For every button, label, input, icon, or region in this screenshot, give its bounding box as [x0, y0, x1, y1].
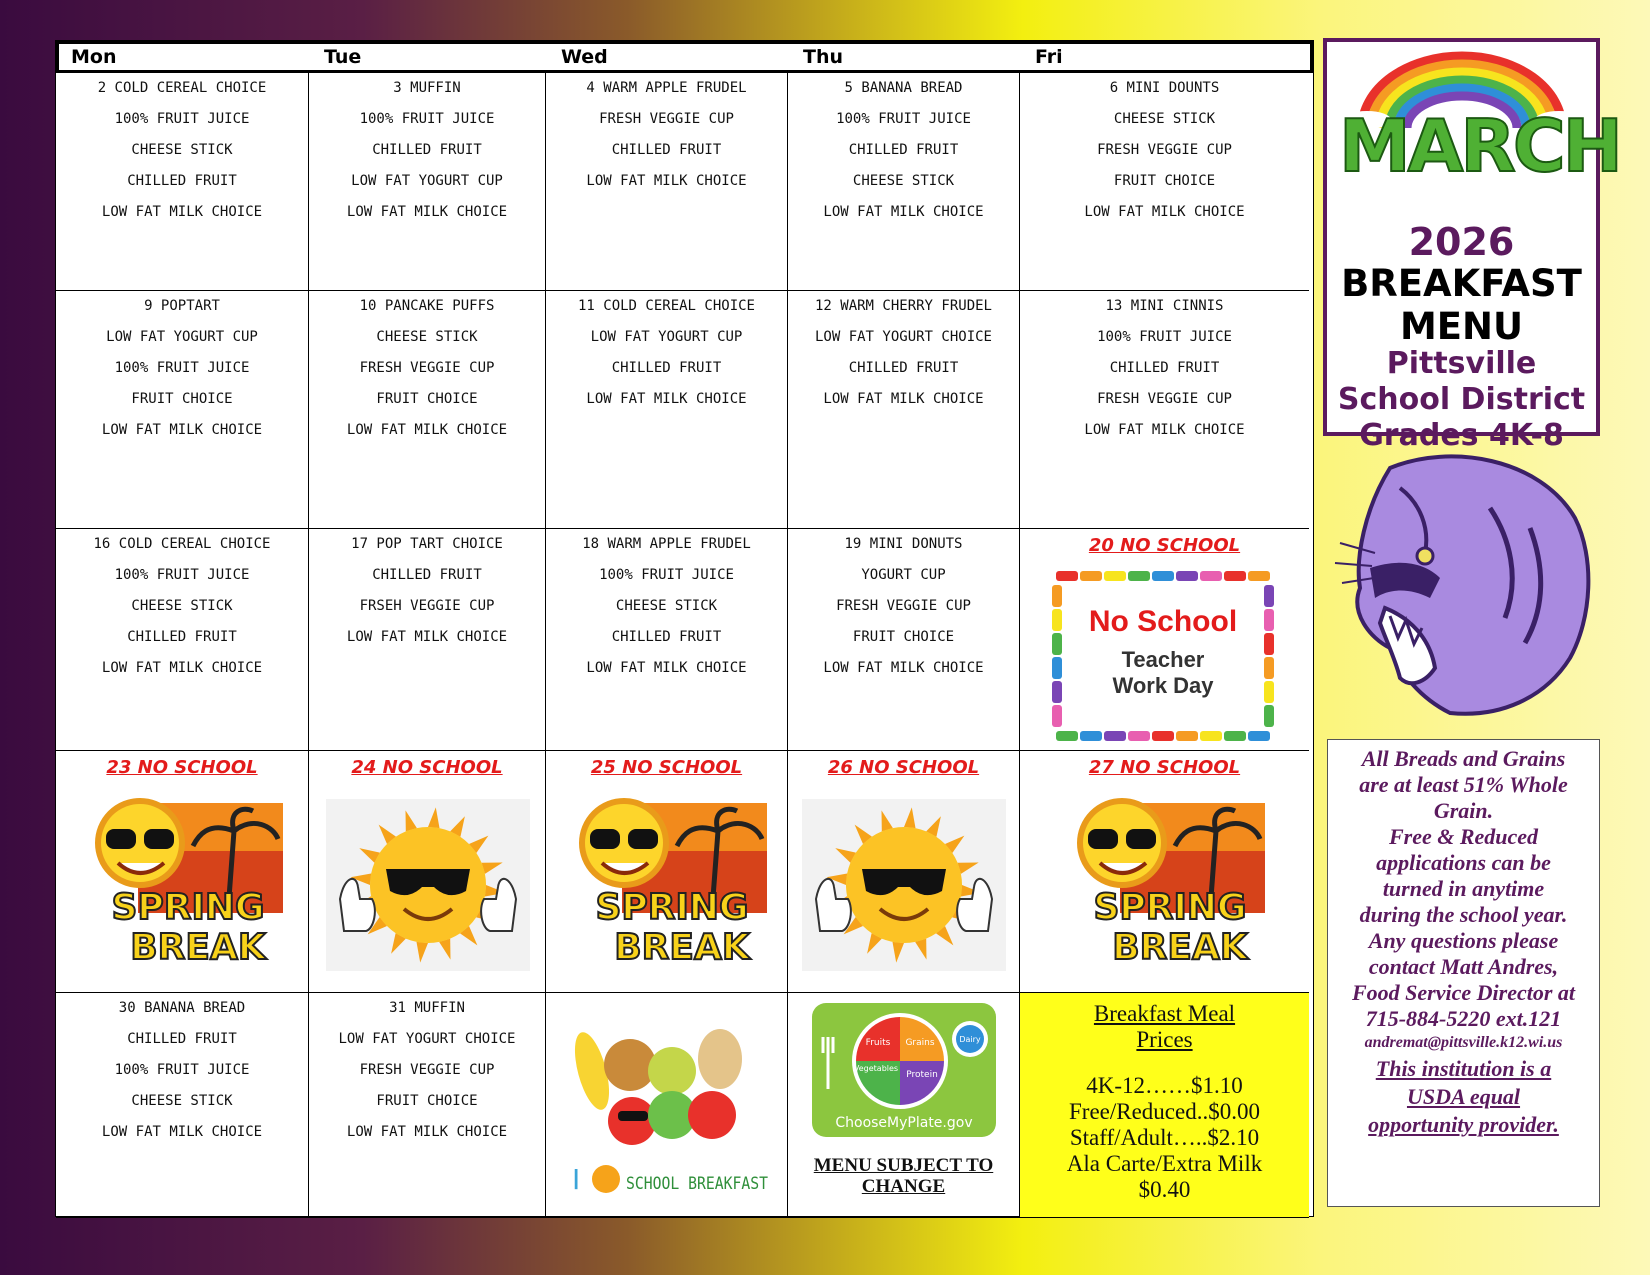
day-number-item: 3 MUFFIN — [393, 80, 461, 96]
school-breakfast-text: SCHOOL BREAKFAST — [626, 1174, 768, 1194]
price-line: Ala Carte/Extra Milk — [1066, 1151, 1263, 1176]
school-breakfast-art — [562, 1011, 772, 1201]
menu-item: LOW FAT MILK CHOICE — [586, 391, 747, 407]
info-line: All Breads and Grains — [1361, 746, 1566, 771]
info-line: contact Matt Andres, — [1368, 954, 1559, 979]
day-number-item: 9 POPTART — [144, 298, 220, 314]
menu-item: LOW FAT MILK CHOICE — [101, 204, 263, 220]
spring-break-art — [78, 791, 288, 966]
day-number-item: 17 POP TART CHOICE — [351, 536, 503, 552]
menu-item: CHILLED FRUIT — [611, 629, 722, 645]
grains-label: Grains — [905, 1038, 935, 1048]
menu-item: CHILLED FRUIT — [372, 142, 482, 158]
info-line: applications can be — [1376, 850, 1551, 875]
menu-item: FRESH VEGGIE CUP — [359, 360, 495, 376]
day-cell — [546, 73, 788, 291]
price-line: Staff/Adult…..$2.10 — [1069, 1125, 1260, 1150]
price-line: $0.40 — [1138, 1177, 1191, 1202]
spring-break-art — [562, 791, 772, 966]
day-cell — [56, 751, 309, 993]
header-tue: Tue — [324, 46, 362, 68]
price-line: 4K-12……$1.10 — [1086, 1073, 1243, 1098]
thumbs-up-sun-art — [802, 799, 1006, 971]
day-cell — [788, 291, 1020, 529]
menu-item: CHILLED FRUIT — [1109, 360, 1220, 376]
menu-item: CHILLED FRUIT — [611, 360, 722, 376]
menu-item: LOW FAT YOGURT CHOICE — [338, 1031, 516, 1047]
usda-line-1: This institution is a — [1375, 1056, 1552, 1081]
menu-item: LOW FAT MILK CHOICE — [346, 629, 508, 645]
day-cell — [56, 291, 309, 529]
info-box — [1327, 739, 1600, 1207]
menu-title-line2: MENU — [1399, 305, 1524, 348]
menu-item: 100% FRUIT JUICE — [836, 111, 971, 127]
menu-item: FRSEH VEGGIE CUP — [359, 598, 495, 614]
menu-item: LOW FAT MILK CHOICE — [823, 391, 984, 407]
menu-item: LOW FAT MILK CHOICE — [823, 204, 984, 220]
info-line: are at least 51% Whole — [1359, 772, 1568, 797]
menu-item: FRUIT CHOICE — [852, 629, 955, 645]
menu-item: 100% FRUIT JUICE — [114, 111, 250, 127]
menu-item: CHILLED FRUIT — [372, 567, 482, 583]
menu-item: FRUIT CHOICE — [131, 391, 233, 407]
day-cell — [1020, 291, 1309, 529]
menu-subject-line: CHANGE — [861, 1176, 946, 1197]
menu-item: CHEESE STICK — [1113, 111, 1216, 127]
day-number-item: 18 WARM APPLE FRUDEL — [582, 536, 751, 552]
usda-line-2: USDA equal — [1406, 1084, 1521, 1109]
day-number-item: 31 MUFFIN — [389, 1000, 465, 1016]
menu-item: CHEESE STICK — [131, 142, 233, 158]
day-cell — [788, 73, 1020, 291]
header-mon: Mon — [71, 46, 117, 68]
menu-item: FRESH VEGGIE CUP — [1097, 142, 1232, 158]
menu-item: LOW FAT YOGURT CUP — [106, 329, 258, 345]
day-cell — [309, 529, 546, 751]
contact-email[interactable]: andremat@pittsville.k12.wi.us — [1364, 1034, 1563, 1051]
menu-item: CHILLED FRUIT — [127, 173, 237, 189]
menu-item: LOW FAT MILK CHOICE — [101, 660, 263, 676]
menu-item: LOW FAT MILK CHOICE — [586, 660, 747, 676]
menu-title-line1: BREAKFAST — [1341, 262, 1582, 305]
day-cell — [788, 751, 1020, 993]
menu-item: FRESH VEGGIE CUP — [359, 1062, 495, 1078]
menu-item: LOW FAT YOGURT CUP — [351, 173, 503, 189]
header-fri: Fri — [1035, 46, 1063, 68]
menu-item: FRUIT CHOICE — [1113, 173, 1216, 189]
menu-calendar — [55, 40, 1314, 1217]
weekday-header — [56, 41, 1313, 73]
no-school-label: 20 NO SCHOOL — [1088, 535, 1241, 556]
menu-item: LOW FAT MILK CHOICE — [101, 1124, 263, 1140]
break-text: BREAK — [1111, 927, 1248, 968]
menu-title-box — [1323, 38, 1620, 453]
day-number-item: 19 MINI DONUTS — [844, 536, 963, 552]
day-cell — [1020, 73, 1309, 291]
menu-title — [1327, 262, 1596, 348]
thumbs-up-sun-art — [326, 799, 530, 971]
day-cell — [1020, 529, 1309, 751]
menu-item: CHEESE STICK — [852, 173, 955, 189]
menu-item: FRUIT CHOICE — [376, 1093, 478, 1109]
district-line1: Pittsville — [1386, 346, 1537, 381]
menu-item: LOW FAT MILK CHOICE — [586, 173, 747, 189]
day-cell — [309, 751, 546, 993]
menu-item: 100% FRUIT JUICE — [359, 111, 495, 127]
menu-item: FRESH VEGGIE CUP — [836, 598, 971, 614]
myplate-logo-icon — [812, 1003, 996, 1137]
day-number-item: 12 WARM CHERRY FRUDEL — [814, 298, 992, 314]
menu-item: LOW FAT YOGURT CUP — [590, 329, 743, 345]
header-thu: Thu — [803, 46, 844, 68]
menu-item: LOW FAT MILK CHOICE — [346, 204, 508, 220]
menu-item: 100% FRUIT JUICE — [1097, 329, 1232, 345]
spring-text: SPRING — [595, 887, 749, 928]
vegetables-label: Vegetables — [853, 1064, 899, 1073]
district-line2: School District — [1337, 382, 1586, 417]
grades-line: Grades 4K-8 — [1359, 418, 1564, 453]
myplate-site-text: ChooseMyPlate.gov — [835, 1115, 973, 1131]
work-day-text: Work Day — [1112, 673, 1214, 698]
day-cell — [546, 291, 788, 529]
prices-title-2: Prices — [1136, 1027, 1193, 1052]
teacher-text: Teacher — [1121, 647, 1205, 672]
day-cell — [1020, 751, 1309, 993]
day-number-item: 5 BANANA BREAD — [844, 80, 963, 96]
menu-item: LOW FAT MILK CHOICE — [346, 1124, 508, 1140]
menu-item: FRESH VEGGIE CUP — [1097, 391, 1232, 407]
info-line: Grain. — [1433, 798, 1494, 823]
menu-item: CHILLED FRUIT — [848, 360, 959, 376]
no-school-sign-art — [1050, 567, 1276, 745]
menu-item: LOW FAT MILK CHOICE — [1084, 422, 1245, 438]
menu-item: 100% FRUIT JUICE — [114, 360, 250, 376]
info-line: during the school year. — [1359, 902, 1568, 927]
menu-item: CHEESE STICK — [131, 598, 233, 614]
menu-item: LOW FAT MILK CHOICE — [101, 422, 263, 438]
day-cell — [546, 751, 788, 993]
day-number-item: 13 MINI CINNIS — [1105, 298, 1224, 314]
menu-item: CHEESE STICK — [131, 1093, 233, 1109]
spacer — [1020, 1053, 1309, 1073]
day-cell — [788, 529, 1020, 751]
menu-item: LOW FAT YOGURT CHOICE — [814, 329, 992, 345]
protein-label: Protein — [906, 1070, 938, 1080]
fruits-label: Fruits — [865, 1038, 891, 1048]
menu-item: CHILLED FRUIT — [848, 142, 959, 158]
day-cell — [309, 73, 546, 291]
day-number-item: 10 PANCAKE PUFFS — [359, 298, 495, 314]
day-cell — [546, 993, 788, 1218]
menu-item: YOGURT CUP — [861, 567, 946, 583]
price-line: Free/Reduced..$0.00 — [1069, 1099, 1260, 1124]
day-number-item: 30 BANANA BREAD — [118, 1000, 246, 1016]
march-logo: MARCH — [1339, 104, 1620, 188]
menu-item: CHEESE STICK — [615, 598, 718, 614]
i-text: I — [572, 1163, 581, 1196]
no-school-label: 27 NO SCHOOL — [1088, 757, 1241, 778]
day-cell — [56, 73, 309, 291]
menu-item: LOW FAT MILK CHOICE — [346, 422, 508, 438]
day-cell — [546, 529, 788, 751]
day-number-item: 16 COLD CEREAL CHOICE — [93, 536, 271, 552]
menu-item: 100% FRUIT JUICE — [114, 1062, 250, 1078]
menu-item: LOW FAT MILK CHOICE — [823, 660, 984, 676]
info-line: Free & Reduced — [1388, 824, 1539, 849]
no-school-sign-text: No School — [1088, 605, 1238, 638]
info-line: Food Service Director at — [1351, 980, 1576, 1005]
no-school-label: 23 NO SCHOOL — [106, 757, 258, 778]
spring-break-art — [1060, 791, 1270, 966]
break-text: BREAK — [129, 927, 266, 968]
menu-item: LOW FAT MILK CHOICE — [1084, 204, 1245, 220]
no-school-label: 26 NO SCHOOL — [827, 757, 980, 778]
menu-item: FRUIT CHOICE — [376, 391, 478, 407]
district-name — [1327, 346, 1596, 454]
break-text: BREAK — [614, 927, 750, 968]
info-line: Any questions please — [1368, 928, 1559, 953]
header-wed: Wed — [561, 46, 608, 68]
day-cell — [309, 993, 546, 1218]
day-number-item: 6 MINI DOUNTS — [1109, 80, 1220, 96]
dairy-label: Dairy — [959, 1035, 981, 1044]
menu-item: CHILLED FRUIT — [127, 1031, 237, 1047]
panther-mascot-icon — [1330, 448, 1600, 728]
no-school-label: 24 NO SCHOOL — [351, 757, 503, 778]
menu-year: 2026 — [1408, 220, 1515, 264]
menu-item: CHEESE STICK — [376, 329, 478, 345]
day-number-item: 2 COLD CEREAL CHOICE — [97, 80, 267, 96]
spring-text: SPRING — [1092, 887, 1247, 928]
menu-item: CHILLED FRUIT — [127, 629, 237, 645]
day-cell — [56, 529, 309, 751]
day-number-item: 11 COLD CEREAL CHOICE — [577, 298, 755, 314]
day-cell — [309, 291, 546, 529]
prices-title: Breakfast Meal — [1093, 1001, 1236, 1026]
menu-subject-line: MENU SUBJECT TO — [813, 1155, 994, 1176]
day-cell — [788, 993, 1020, 1218]
usda-line-3: opportunity provider. — [1368, 1112, 1559, 1137]
day-number-item: 4 WARM APPLE FRUDEL — [586, 80, 747, 96]
day-cell — [1020, 993, 1309, 1218]
menu-item: FRESH VEGGIE CUP — [599, 111, 734, 127]
menu-item: CHILLED FRUIT — [611, 142, 722, 158]
spring-text: SPRING — [110, 887, 265, 928]
no-school-label: 25 NO SCHOOL — [590, 757, 743, 778]
day-cell — [56, 993, 309, 1218]
info-line: 715-884-5220 ext.121 — [1365, 1006, 1562, 1031]
info-line: turned in anytime — [1382, 876, 1545, 901]
menu-item: 100% FRUIT JUICE — [114, 567, 250, 583]
menu-item: 100% FRUIT JUICE — [599, 567, 734, 583]
